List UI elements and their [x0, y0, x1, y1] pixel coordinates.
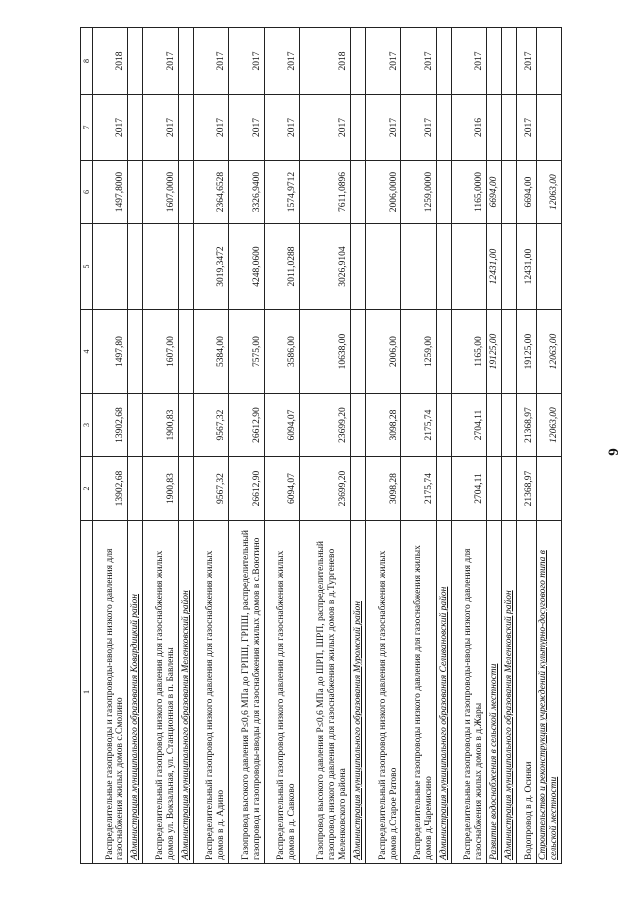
- value-cell: 2017: [229, 28, 264, 95]
- value-cell: 7611,0896: [300, 161, 351, 224]
- value-cell: 2017: [300, 95, 351, 161]
- value-cell: 3098,28: [366, 457, 401, 521]
- row-label-cell: Администрация муниципального образования Селивановский район: [436, 521, 451, 864]
- value-cell: 2017: [93, 95, 128, 161]
- value-cell: [487, 394, 502, 457]
- value-cell: 23699,20: [300, 394, 351, 457]
- value-cell: [436, 28, 451, 95]
- value-cell: 10638,00: [300, 310, 351, 394]
- value-cell: [366, 224, 401, 310]
- value-cell: 23699,20: [300, 457, 351, 521]
- value-cell: [351, 457, 366, 521]
- value-cell: [128, 224, 143, 310]
- value-cell: 12063,00: [537, 161, 562, 224]
- value-cell: 9567,32: [193, 394, 228, 457]
- value-cell: 2175,74: [401, 457, 436, 521]
- value-cell: 26612,90: [229, 394, 264, 457]
- row-label-cell: Газопровод высокого давления Р≤0,6 МПа до ГРПШ, ГРПШ, распределительный газопровод и газопроводы-вводы для газоснабжения жилых домов в с.Воютино: [229, 521, 264, 864]
- section-row: [178, 28, 193, 864]
- value-cell: 2017: [401, 28, 436, 95]
- value-cell: 2011,0288: [264, 224, 299, 310]
- row-label-cell: Водопровод в д. Осинки: [517, 521, 537, 864]
- value-cell: [436, 457, 451, 521]
- value-cell: [178, 310, 193, 394]
- table-row: [366, 28, 401, 864]
- row-label-cell: Развитие водоснабжения в сельской местности: [487, 521, 502, 864]
- value-cell: 13902,68: [93, 394, 128, 457]
- value-cell: 1497,80: [93, 310, 128, 394]
- value-cell: 2704,11: [451, 457, 486, 521]
- column-number: 8: [81, 28, 93, 95]
- value-cell: [178, 224, 193, 310]
- value-cell: 2017: [193, 28, 228, 95]
- value-cell: 2017: [193, 95, 228, 161]
- value-cell: 2017: [517, 95, 537, 161]
- page-number: 6: [604, 448, 621, 456]
- value-cell: 1900,83: [143, 394, 178, 457]
- column-number: 6: [81, 161, 93, 224]
- table-row: [93, 28, 128, 864]
- value-cell: 2016: [451, 95, 486, 161]
- table-row: [264, 28, 299, 864]
- value-cell: 2017: [264, 28, 299, 95]
- value-cell: 1900,83: [143, 457, 178, 521]
- value-cell: 6694,00: [487, 161, 502, 224]
- table-row: [300, 28, 351, 864]
- value-cell: 1259,0000: [401, 161, 436, 224]
- value-cell: [128, 394, 143, 457]
- value-cell: 2017: [366, 28, 401, 95]
- value-cell: [178, 95, 193, 161]
- value-cell: [128, 457, 143, 521]
- value-cell: 2018: [93, 28, 128, 95]
- value-cell: 12063,00: [537, 310, 562, 394]
- value-cell: [502, 310, 517, 394]
- value-cell: 3586,00: [264, 310, 299, 394]
- value-cell: 12431,00: [517, 224, 537, 310]
- row-label-cell: Распределительные газопроводы и газопроводы-вводы низкого давления для газоснабжения жилых домов в д.Жары: [451, 521, 486, 864]
- value-cell: 1574,9712: [264, 161, 299, 224]
- value-cell: 1259,00: [401, 310, 436, 394]
- value-cell: 2017: [264, 95, 299, 161]
- column-number: 7: [81, 95, 93, 161]
- value-cell: 2017: [451, 28, 486, 95]
- value-cell: [502, 95, 517, 161]
- row-label-cell: Распределительные газопроводы и газопроводы-вводы низкого давления для газоснабжения жилых домов с.Смолино: [93, 521, 128, 864]
- value-cell: 7575,00: [229, 310, 264, 394]
- value-cell: 21368,97: [517, 457, 537, 521]
- value-cell: 26612,90: [229, 457, 264, 521]
- value-cell: [436, 95, 451, 161]
- section-row: [537, 28, 562, 864]
- table-row: [229, 28, 264, 864]
- value-cell: [93, 224, 128, 310]
- value-cell: 1607,00: [143, 310, 178, 394]
- value-cell: 6094,07: [264, 394, 299, 457]
- value-cell: [502, 161, 517, 224]
- value-cell: [487, 95, 502, 161]
- value-cell: 9567,32: [193, 457, 228, 521]
- value-cell: 13902,68: [93, 457, 128, 521]
- row-label-cell: Распределительный газопровод низкого давления для газоснабжения жилых домов в д. Адино: [193, 521, 228, 864]
- column-number: 4: [81, 310, 93, 394]
- value-cell: 19125,00: [517, 310, 537, 394]
- value-cell: 2006,0000: [366, 161, 401, 224]
- section-row: [128, 28, 143, 864]
- section-row: [502, 28, 517, 864]
- value-cell: 1497,8000: [93, 161, 128, 224]
- value-cell: 12063,00: [537, 394, 562, 457]
- value-cell: 3026,9104: [300, 224, 351, 310]
- value-cell: [537, 224, 562, 310]
- value-cell: 2017: [143, 95, 178, 161]
- row-label-cell: Администрация муниципального образования Муромский район: [351, 521, 366, 864]
- value-cell: 4248,0600: [229, 224, 264, 310]
- row-label-cell: Распределительный газопровод низкого давления для газоснабжения жилых домов ул. Вокзальная, ул. Станционная в п. Бавлены: [143, 521, 178, 864]
- value-cell: [128, 161, 143, 224]
- value-cell: 5384,00: [193, 310, 228, 394]
- row-label-cell: Администрация муниципального образования Меленковский район: [178, 521, 193, 864]
- value-cell: [128, 95, 143, 161]
- value-cell: 19125,00: [487, 310, 502, 394]
- value-cell: [537, 95, 562, 161]
- table-row: [143, 28, 178, 864]
- value-cell: [143, 224, 178, 310]
- value-cell: 1607,0000: [143, 161, 178, 224]
- value-cell: 21368,97: [517, 394, 537, 457]
- value-cell: [502, 28, 517, 95]
- funding-table: [80, 27, 562, 864]
- value-cell: 12431,00: [487, 224, 502, 310]
- value-cell: [502, 394, 517, 457]
- value-cell: [178, 161, 193, 224]
- value-cell: 2017: [401, 95, 436, 161]
- value-cell: [178, 394, 193, 457]
- value-cell: [178, 28, 193, 95]
- value-cell: [451, 224, 486, 310]
- value-cell: [351, 28, 366, 95]
- value-cell: 2017: [366, 95, 401, 161]
- column-number: 3: [81, 394, 93, 457]
- row-label-cell: Распределительные газопроводы низкого давления для газоснабжения жилых домов д.Чаремисино: [401, 521, 436, 864]
- value-cell: [436, 394, 451, 457]
- value-cell: 2364,6528: [193, 161, 228, 224]
- value-cell: 1165,00: [451, 310, 486, 394]
- section-row: [487, 28, 502, 864]
- row-label-cell: Распределительный газопровод низкого давления для газоснабжения жилых домов в д. Савково: [264, 521, 299, 864]
- value-cell: [178, 457, 193, 521]
- table-body: [81, 28, 562, 864]
- value-cell: 2175,74: [401, 394, 436, 457]
- value-cell: [351, 161, 366, 224]
- row-label-cell: Распределительный газопровод низкого давления для газоснабжения жилых домов д.Старое Ратово: [366, 521, 401, 864]
- table-row: [517, 28, 537, 864]
- value-cell: [537, 457, 562, 521]
- value-cell: 6094,07: [264, 457, 299, 521]
- value-cell: 6694,00: [517, 161, 537, 224]
- value-cell: 2704,11: [451, 394, 486, 457]
- table-row: [401, 28, 436, 864]
- value-cell: 2017: [143, 28, 178, 95]
- row-label-cell: Газопровод высокого давления Р≤0,6 МПа до ШРП, ШРП, распределительный газопровод низкого давления для газоснабжения жилых домов в д.Тургенево Меленковского района: [300, 521, 351, 864]
- value-cell: [487, 457, 502, 521]
- value-cell: [502, 224, 517, 310]
- rotated-table-container: [80, 28, 562, 864]
- section-row: [351, 28, 366, 864]
- row-label-cell: Администрация муниципального образования Ковардицкий район: [128, 521, 143, 864]
- column-number: 5: [81, 224, 93, 310]
- value-cell: [351, 310, 366, 394]
- value-cell: 2017: [517, 28, 537, 95]
- column-number: 2: [81, 457, 93, 521]
- row-label-cell: Строительство и реконструкция учреждений культурно-досугового типа в сельской местности: [537, 521, 562, 864]
- header-row: [81, 28, 93, 864]
- value-cell: 3098,28: [366, 394, 401, 457]
- value-cell: [128, 310, 143, 394]
- value-cell: 1165,0000: [451, 161, 486, 224]
- value-cell: [436, 310, 451, 394]
- value-cell: [537, 28, 562, 95]
- table-row: [451, 28, 486, 864]
- value-cell: [436, 161, 451, 224]
- row-label-cell: Администрация муниципального образования Меленковский район: [502, 521, 517, 864]
- value-cell: 2017: [229, 95, 264, 161]
- column-number: 1: [81, 521, 93, 864]
- value-cell: [436, 224, 451, 310]
- value-cell: 2018: [300, 28, 351, 95]
- value-cell: [487, 28, 502, 95]
- value-cell: [401, 224, 436, 310]
- value-cell: 2006,00: [366, 310, 401, 394]
- value-cell: [351, 394, 366, 457]
- section-row: [436, 28, 451, 864]
- value-cell: 3326,9400: [229, 161, 264, 224]
- value-cell: [351, 224, 366, 310]
- table-row: [193, 28, 228, 864]
- value-cell: [128, 28, 143, 95]
- value-cell: [502, 457, 517, 521]
- value-cell: [351, 95, 366, 161]
- value-cell: 3019,3472: [193, 224, 228, 310]
